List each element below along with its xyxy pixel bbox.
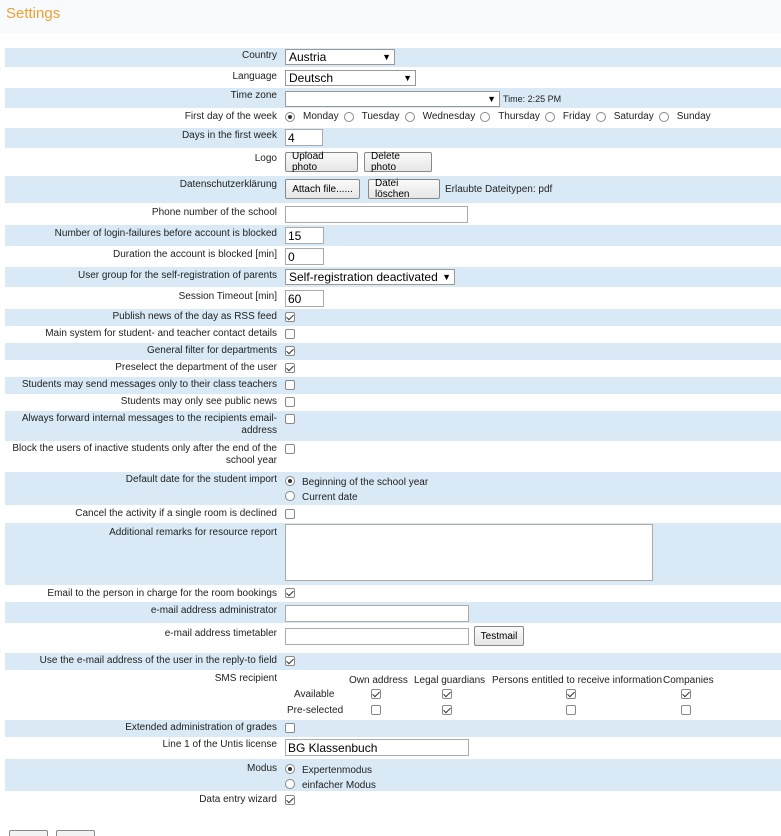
chevron-down-icon: ▼ — [442, 272, 451, 282]
main-system-checkbox[interactable] — [285, 329, 295, 339]
block-duration-input[interactable] — [285, 248, 324, 265]
row-email-room — [5, 585, 781, 602]
phone-label: Phone number of the school — [151, 207, 277, 218]
day-saturday-label: Saturday — [613, 111, 654, 122]
forward-msgs-label: Always forward internal messages to the recipients email-address — [21, 413, 277, 436]
block-inactive-checkbox[interactable] — [285, 444, 295, 454]
days-first-week-label: Days in the first week — [181, 130, 277, 141]
day-sunday-label: Sunday — [676, 111, 711, 122]
remarks-label: Additional remarks for resource report — [109, 527, 277, 538]
day-wednesday-label: Wednesday — [422, 111, 476, 122]
radio-einfacher-modus[interactable] — [285, 779, 295, 789]
email-admin-label: e-mail address administrator — [150, 605, 277, 616]
row-main-system — [5, 326, 781, 343]
file-type-hint: Erlaubte Dateitypen: pdf — [445, 183, 553, 195]
row-user-group — [5, 267, 781, 287]
wizard-checkbox[interactable] — [285, 795, 295, 805]
radio-wednesday[interactable] — [405, 112, 415, 122]
sms-col-guardians: Legal guardians — [414, 675, 486, 686]
row-cancel-activity — [5, 505, 781, 523]
chevron-down-icon: ▼ — [403, 73, 412, 83]
reply-to-label: Use the e-mail address of the user in the reply-to field — [39, 655, 277, 666]
students-msg-label: Students may send messages only to their class teachers — [21, 379, 277, 390]
sms-row-preselected: Pre-selected — [287, 705, 344, 716]
row-block-duration — [5, 246, 781, 267]
sms-label: SMS recipient — [214, 673, 277, 684]
row-timezone — [5, 88, 781, 108]
language-select[interactable]: Deutsch ▼ — [285, 70, 416, 86]
preselect-dept-label: Preselect the department of the user — [115, 362, 277, 373]
rss-checkbox[interactable] — [285, 312, 295, 322]
language-label: Language — [232, 71, 277, 82]
sms-col-companies: Companies — [663, 675, 714, 686]
session-timeout-input[interactable] — [285, 290, 324, 307]
country-label: Country — [241, 50, 277, 61]
row-first-day — [5, 108, 781, 128]
header-band — [0, 0, 781, 34]
untis-license-label: Line 1 of the Untis license — [162, 739, 277, 750]
students-msg-checkbox[interactable] — [285, 380, 295, 390]
sms-available-own-checkbox[interactable] — [371, 689, 381, 699]
sms-available-companies-checkbox[interactable] — [681, 689, 691, 699]
untis-license-input[interactable] — [285, 739, 469, 756]
sms-preselected-own-checkbox[interactable] — [371, 705, 381, 715]
radio-monday[interactable] — [285, 112, 295, 122]
day-monday-label: Monday — [303, 111, 339, 122]
expertenmodus-label: Expertenmodus — [302, 765, 373, 776]
sms-col-own: Own address — [349, 675, 408, 686]
cancel-activity-checkbox[interactable] — [285, 509, 295, 519]
country-select[interactable]: Austria ▼ — [285, 49, 395, 65]
radio-saturday[interactable] — [596, 112, 606, 122]
logo-label: Logo — [254, 153, 277, 164]
row-reply-to — [5, 653, 781, 670]
privacy-label: Datenschutzerklärung — [179, 179, 277, 190]
email-room-checkbox[interactable] — [285, 588, 295, 598]
timezone-label: Time zone — [230, 90, 277, 101]
row-email-admin — [5, 602, 781, 623]
attach-file-button[interactable]: Attach file...... — [285, 179, 360, 199]
row-block-inactive — [5, 441, 781, 472]
radio-sunday[interactable] — [659, 112, 669, 122]
students-news-checkbox[interactable] — [285, 397, 295, 407]
settings-form — [5, 48, 781, 809]
rss-label: Publish news of the day as RSS feed — [112, 311, 277, 322]
row-session-timeout — [5, 287, 781, 309]
preselect-dept-checkbox[interactable] — [285, 363, 295, 373]
page-title: Settings — [6, 5, 61, 22]
radio-current-date[interactable] — [285, 491, 295, 501]
sms-row-available: Available — [294, 689, 335, 700]
general-filter-label: General filter for departments — [146, 345, 277, 356]
row-login-failures — [5, 225, 781, 246]
email-room-label: Email to the person in charge for the room bookings — [47, 588, 277, 599]
sms-preselected-companies-checkbox[interactable] — [681, 705, 691, 715]
sms-preselected-persons-checkbox[interactable] — [566, 705, 576, 715]
timezone-select[interactable] — [285, 91, 500, 107]
phone-input[interactable] — [285, 206, 468, 223]
row-language — [5, 67, 781, 88]
session-timeout-label: Session Timeout [min] — [178, 291, 277, 302]
remarks-textarea[interactable] — [285, 524, 653, 581]
grades-checkbox[interactable] — [285, 723, 295, 733]
row-students-news — [5, 394, 781, 411]
login-failures-input[interactable] — [285, 227, 324, 244]
upload-photo-button[interactable]: Upload photo — [285, 152, 358, 172]
sms-matrix — [281, 670, 771, 715]
row-wizard — [5, 791, 781, 809]
sms-available-persons-checkbox[interactable] — [566, 689, 576, 699]
row-grades — [5, 720, 781, 737]
reply-to-checkbox[interactable] — [285, 656, 295, 666]
row-forward-msgs — [5, 411, 781, 441]
sms-preselected-guardians-checkbox[interactable] — [442, 705, 452, 715]
cancel-activity-label: Cancel the activity if a single room is declined — [75, 508, 277, 519]
sms-available-guardians-checkbox[interactable] — [442, 689, 452, 699]
email-admin-input[interactable] — [285, 605, 469, 622]
current-date-label: Current date — [302, 492, 358, 503]
wizard-label: Data entry wizard — [199, 794, 277, 805]
login-failures-label: Number of login-failures before account is blocked — [54, 228, 277, 239]
main-system-label: Main system for student- and teacher contact details — [45, 328, 277, 339]
radio-expertenmodus[interactable] — [285, 764, 295, 774]
current-time: Time: 2:25 PM — [503, 94, 562, 104]
row-remarks — [5, 523, 781, 585]
day-thursday-label: Thursday — [498, 111, 540, 122]
row-rss — [5, 309, 781, 326]
radio-friday[interactable] — [545, 112, 555, 122]
chevron-down-icon: ▼ — [487, 94, 496, 104]
delete-file-button[interactable]: Datei löschen — [368, 179, 440, 199]
sms-col-persons: Persons entitled to receive information — [492, 675, 663, 686]
block-inactive-label: Block the users of inactive students only after the end of the school year — [12, 443, 277, 466]
radio-tuesday[interactable] — [344, 112, 354, 122]
row-email-timetabler — [5, 623, 781, 653]
row-modus — [5, 759, 781, 791]
save-button[interactable] — [9, 830, 48, 836]
modus-label: Modus — [246, 763, 277, 774]
row-untis-license — [5, 737, 781, 759]
einfacher-modus-label: einfacher Modus — [302, 780, 376, 791]
day-friday-label: Friday — [562, 111, 591, 122]
row-default-date — [5, 472, 781, 505]
user-group-select[interactable]: Self-registration deactivated ▼ — [285, 269, 455, 285]
students-news-label: Students may only see public news — [120, 396, 277, 407]
radio-thursday[interactable] — [480, 112, 490, 122]
email-timetabler-label: e-mail address timetabler — [164, 628, 277, 639]
row-general-filter — [5, 343, 781, 360]
user-group-label: User group for the self-registration of parents — [78, 270, 277, 281]
block-duration-label: Duration the account is blocked [min] — [113, 249, 277, 260]
grades-label: Extended administration of grades — [125, 722, 277, 733]
row-country — [5, 48, 781, 67]
general-filter-checkbox[interactable] — [285, 346, 295, 356]
row-sms — [5, 670, 781, 720]
forward-msgs-checkbox[interactable] — [285, 414, 295, 424]
chevron-down-icon: ▼ — [382, 52, 391, 62]
first-day-label: First day of the week — [184, 111, 277, 122]
row-privacy — [5, 176, 781, 203]
day-tuesday-label: Tuesday — [361, 111, 400, 122]
row-preselect-dept — [5, 360, 781, 377]
row-logo — [5, 148, 781, 176]
days-first-week-input[interactable] — [285, 129, 323, 146]
row-days-first-week — [5, 128, 781, 148]
default-date-label: Default date for the student import — [125, 474, 277, 485]
email-timetabler-input[interactable] — [285, 628, 469, 645]
cancel-button[interactable] — [56, 830, 95, 836]
delete-photo-button[interactable]: Delete photo — [364, 152, 432, 172]
beginning-school-year-label: Beginning of the school year — [302, 477, 429, 488]
row-students-msg — [5, 377, 781, 394]
radio-beginning-school-year[interactable] — [285, 476, 295, 486]
row-phone — [5, 203, 781, 225]
testmail-button[interactable]: Testmail — [474, 626, 524, 646]
